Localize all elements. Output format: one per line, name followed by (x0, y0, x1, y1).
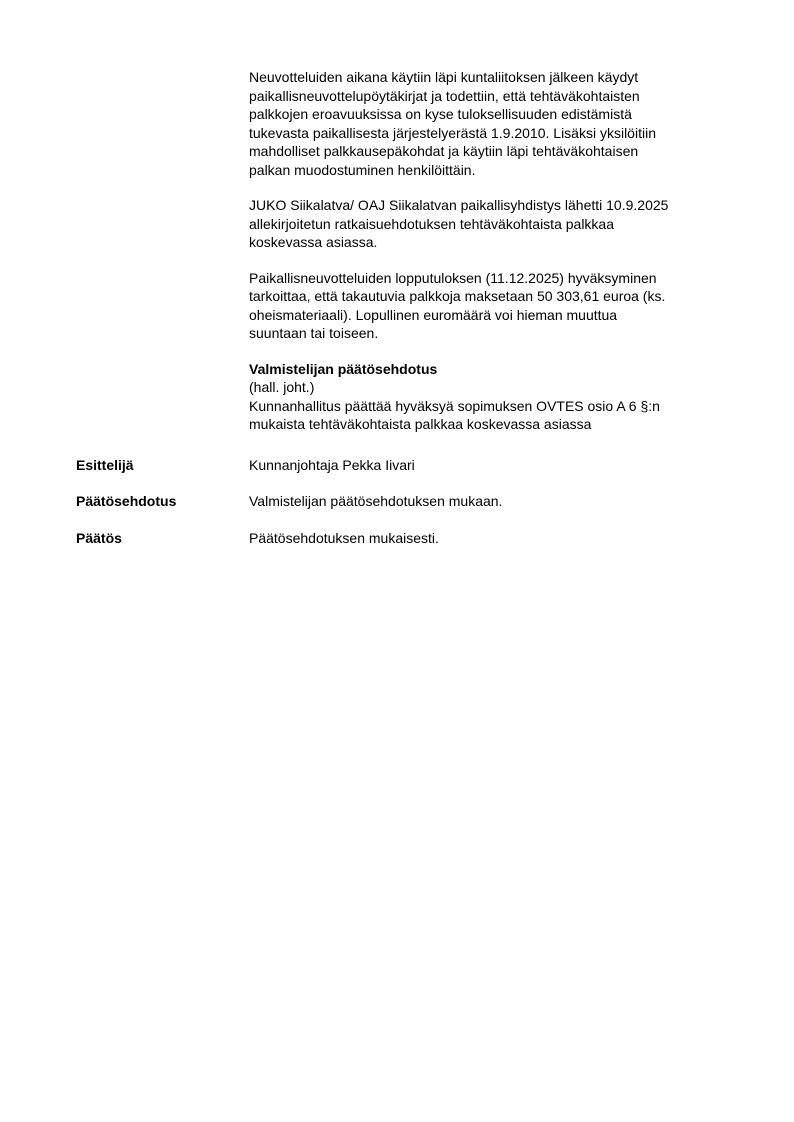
text-line: Kunnanhallitus päättää hyväksyä sopimuksen OVTES osio A 6 §:n (249, 397, 660, 414)
text-line: suuntaan tai toiseen. (249, 325, 379, 341)
text-line: (hall. joht.) (249, 379, 315, 395)
text-line: tukevasta paikallisesta järjestelyerästä 1.9.2010. Lisäksi yksilöitiin (249, 124, 656, 141)
text-line: koskevassa asiassa. (249, 234, 378, 250)
paragraph-juko (249, 196, 739, 252)
decision-proposal-label: Päätösehdotus (76, 493, 177, 509)
text-line: oheismateriaali). Lopullinen euromäärä voi hieman muuttua (249, 306, 618, 323)
text-line: paikallisneuvottelupöytäkirjat ja todettiin, että tehtäväkohtaisten (249, 87, 640, 104)
document-body (249, 68, 739, 434)
text-line: allekirjoitetun ratkaisuehdotuksen tehtäväkohtaista palkkaa (249, 215, 615, 232)
proposal-heading: Valmistelijan päätösehdotus (249, 360, 438, 377)
decision-value: Päätösehdotuksen mukaisesti. (249, 530, 439, 546)
text-line: palkan muodostuminen henkilöittäin. (249, 161, 476, 178)
presenter-value: Kunnanjohtaja Pekka Iivari (249, 457, 415, 473)
paragraph-spacer (249, 343, 739, 360)
paragraph-spacer (249, 252, 739, 269)
presenter-row (0, 456, 794, 476)
paragraph-negotiations (249, 68, 739, 179)
decision-proposal-value: Valmistelijan päätösehdotuksen mukaan. (249, 493, 503, 509)
paragraph-spacer (249, 179, 739, 196)
paragraph-outcome (249, 269, 739, 343)
decision-label: Päätös (76, 530, 122, 546)
text-line: tarkoittaa, että takautuvia palkkoja maksetaan 50 303,61 euroa (ks. (249, 288, 666, 304)
decision-proposal-row (0, 492, 794, 512)
proposal-section (249, 360, 739, 434)
text-line: mahdolliset palkkausepäkohdat ja käytiin läpi tehtäväkohtaisen (249, 143, 639, 159)
text-line: Neuvotteluiden aikana käytiin läpi kuntaliitoksen jälkeen käydyt (249, 69, 639, 85)
presenter-label: Esittelijä (76, 457, 134, 473)
text-line: palkkojen eroavuuksissa on kyse tuloksellisuuden edistämistä (249, 106, 632, 122)
text-line: Paikallisneuvotteluiden lopputuloksen (11.12.2025) hyväksyminen (249, 269, 657, 286)
text-line: JUKO Siikalatva/ OAJ Siikalatvan paikallisyhdistys lähetti 10.9.2025 (249, 197, 669, 213)
decision-row (0, 529, 794, 549)
text-line: mukaista tehtäväkohtaista palkkaa koskevassa asiassa (249, 416, 592, 432)
